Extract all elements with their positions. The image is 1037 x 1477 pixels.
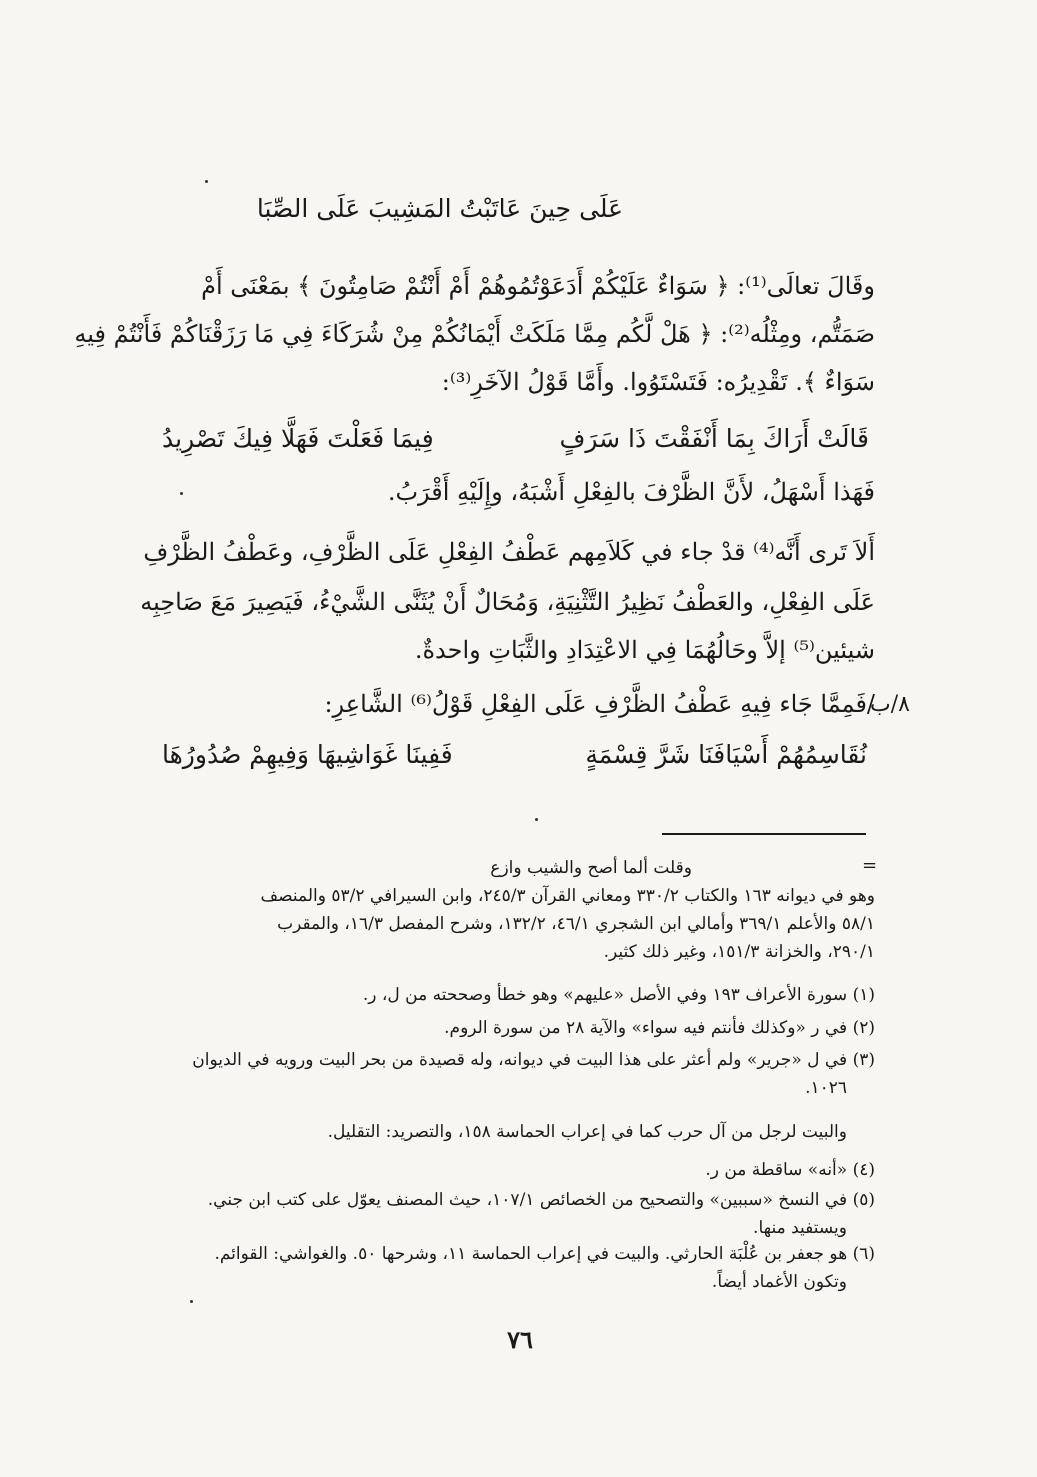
verse-second-hemistich: فِيمَا فَعَلْتَ فَهَلَّا فِيكَ تَصْرِيدُ	[162, 424, 434, 453]
body-line: صَمَتُّم، ومِثْلُه⁽²⁾: ﴿ هَلْ لَّكُم مِمَّا مَلَكَتْ أَيْمَانُكُمْ مِنْ شُرَكَاءَ فِي مَا رَزَقْنَاكُمْ فَأَنْتُمْ فِيهِ	[74, 320, 875, 348]
footnote-line: وهو في ديوانه ١٦٣ والكتاب ٣٣٠/٢ ومعاني القرآن ٢٤٥/٣، وابن السيرافي ٥٣/٢ والمنصف	[260, 886, 875, 906]
footnote-line: (٢) في ر «وكذلك فأنتم فيه سواء» والآية ٢٨ من سورة الروم.	[444, 1018, 875, 1038]
footnote-line: ويستفيد منها.	[753, 1218, 847, 1238]
scan-speck	[205, 180, 208, 183]
verse-hemistich-top: عَلَى حِينَ عَاتَبْتُ المَشِيبَ عَلَى الصِّبَا	[256, 194, 624, 223]
body-line: فَهَذا أَسْهَلُ، لأَنَّ الظَّرْفَ بالفِعْلِ أَشْبَهُ، وإِلَيْهِ أَقْرَبُ.	[387, 478, 875, 506]
footnote-line: والبيت لرجل من آل حرب كما في إعراب الحماسة ١٥٨، والتصريد: التقليل.	[327, 1122, 847, 1142]
body-line: عَلَى الفِعْلِ، والعَطْفُ نَظِيرُ التَّثْنِيَةِ، وَمُحَالٌ أَنْ يُثَنَّى الشَّيْءُ، فَيَصِيرَ مَعَ صَاحِبِه	[140, 588, 875, 616]
footnote-line: (٦) هو جعفر بن عُلْبَة الحارثي. والبيت في إعراب الحماسة ١١، وشرحها ٥٠. والغواشي: القوائم.	[214, 1244, 875, 1264]
verse-second-hemistich: فَفِينَا غَوَاشِيهَا وَفِيهِمْ صُدُورُهَا	[162, 740, 453, 769]
footnote-line: وتكون الأغماد أيضاً.	[711, 1272, 847, 1292]
scan-speck	[190, 1300, 193, 1303]
footnote-line: وقلت ألما أصح والشيب وازع	[490, 858, 692, 878]
page-number: ٧٦	[507, 1325, 533, 1354]
body-line: سَوَاءٌ ﴾. تَقْدِيرُه: فَتَسْتَوُوا. وأَمَّا قَوْلُ الآخَرِ⁽³⁾:	[441, 368, 875, 396]
body-line: أَلاَ تَرى أَنَّه⁽⁴⁾ قدْ جاء في كَلاَمِهم عَطْفُ الفِعْلِ عَلَى الظَّرْفِ، وعَطْفُ الظَّرْفِ	[143, 538, 875, 566]
footnote-line: (١) سورة الأعراف ١٩٣ وفي الأصل «عليهم» وهو خطأ وصححته من ل، ر.	[362, 985, 875, 1005]
manuscript-folio-marker: ٨/ب	[870, 692, 910, 717]
scan-speck	[180, 492, 183, 495]
footnote-continuation-mark: =	[862, 855, 878, 876]
footnote-line: ١٠٢٦.	[805, 1078, 847, 1098]
footnote-line: (٥) في النسخ «سببين» والتصحيح من الخصائص ١٠٧/١، حيث المصنف يعوّل على كتب ابن جني.	[207, 1190, 875, 1210]
footnote-line: ٥٨/١ والأعلم ٣٦٩/١ وأمالي ابن الشجري ٤٦/١، ١٣٢/٢، وشرح المفصل ١٦/٣، والمقرب	[277, 914, 875, 934]
footnote-line: ٢٩٠/١، والخزانة ١٥١/٣، وغير ذلك كثير.	[603, 942, 875, 962]
verse-first-hemistich: قَالَتْ أَرَاكَ بِمَا أَنْفَقْتَ ذَا سَرَفٍ	[559, 424, 869, 453]
scan-speck	[535, 818, 538, 821]
verse-first-hemistich: نُقَاسِمُهُمْ أَسْيَافَنَا شَرَّ قِسْمَةٍ	[585, 740, 867, 769]
footnote-line: (٤) «أنه» ساقطة من ر.	[705, 1160, 875, 1180]
body-line: /فَمِمَّا جَاء فِيهِ عَطْفُ الظَّرْفِ عَلَى الفِعْلِ قَوْلُ⁽⁶⁾ الشَّاعِرِ:	[324, 690, 875, 718]
footnote-line: (٣) في ل «جرير» ولم أعثر على هذا البيت في ديوانه، وله قصيدة من بحر البيت ورويه في الديوان	[192, 1050, 875, 1070]
footnote-separator	[662, 833, 866, 835]
body-line: وقَالَ تعالَى⁽¹⁾: ﴿ سَوَاءٌ عَلَيْكُمْ أَدَعَوْتُمُوهُمْ أَمْ أَنْتُمْ صَامِتُونَ ﴾ بمَعْنَى أَمْ	[201, 272, 875, 300]
body-line: شيئين⁽⁵⁾ إلاَّ وحَالُهُمَا فِي الاعْتِدَادِ والثَّبَاتِ واحدةٌ.	[414, 636, 875, 664]
